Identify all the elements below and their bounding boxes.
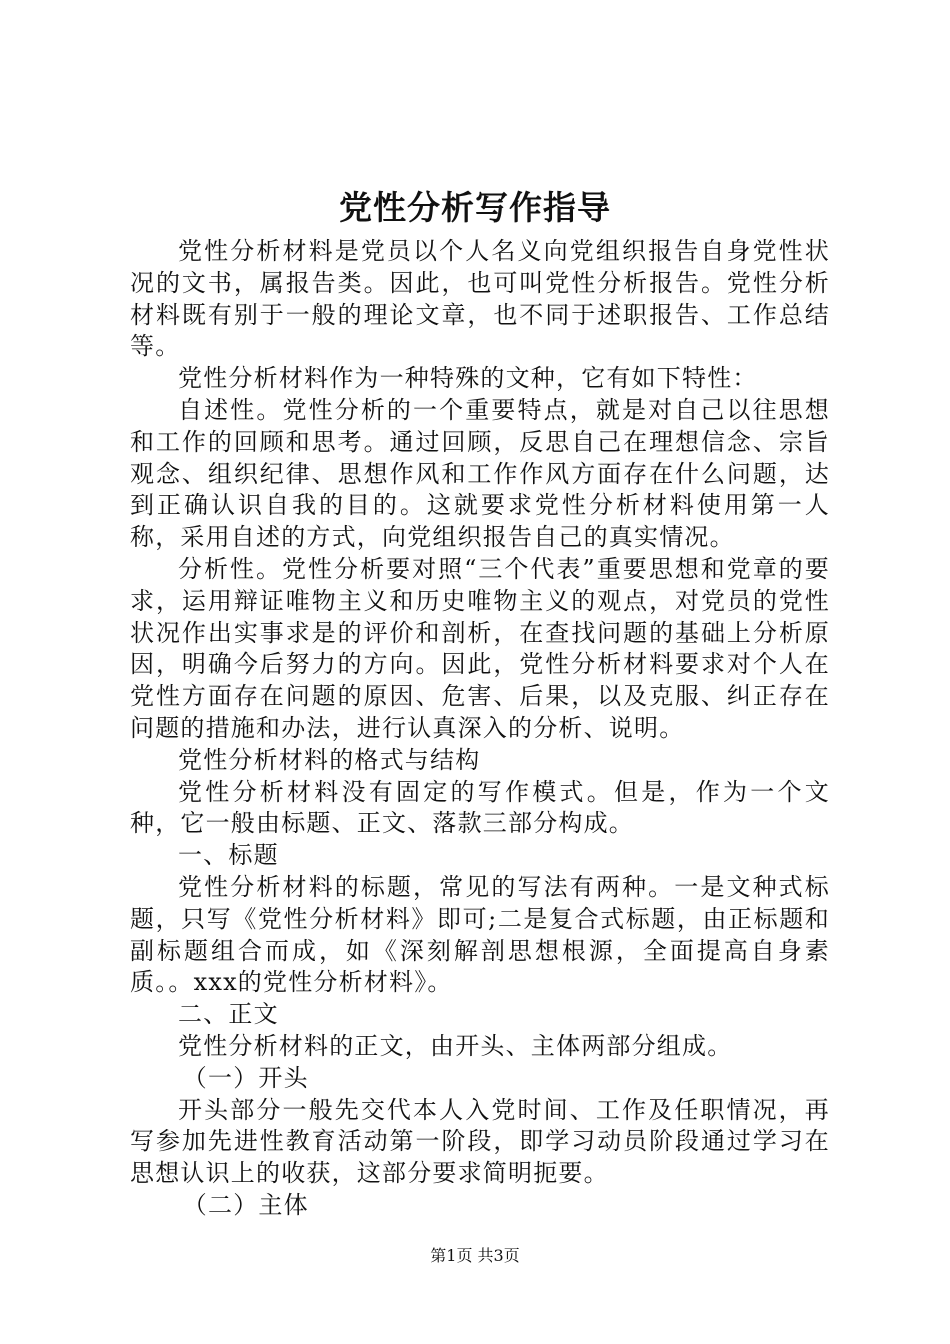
paragraph-body: 党性分析材料的正文，由开头、主体两部分组成。 (178, 1031, 733, 1060)
page-number-footer: 第1页 共3页 (430, 1246, 520, 1265)
paragraph-opening: 开头部分一般先交代本人入党时间、工作及任职情况，再写参加先进性教育活动第一阶段，即学习动员阶段通过学习在思想认识上的收获，这部分要求简明扼要。 (130, 1095, 830, 1188)
section-heading-body: 二、正文 (178, 1000, 279, 1029)
paragraph-analytical: 分析性。党性分析要对照“三个代表”重要思想和党章的要求，运用辩证唯物主义和历史唯物主义的观点，对党员的党性状况作出实事求是的评价和剖析，在查找问题的基础上分析原因，明确今后努力的方向。因此，党性分析材料要求对个人在党性方面存在问题的原因、危害、后果，以及克服、纠正存在问题的措施和办法，进行认真深入的分析、说明。 (130, 554, 830, 742)
section-heading-format: 党性分析材料的格式与结构 (178, 745, 481, 774)
paragraph-characteristics: 党性分析材料作为一种特殊的文种，它有如下特性： (178, 364, 758, 393)
document-title: 党性分析写作指导 (339, 188, 611, 227)
paragraph-self-narrative: 自述性。党性分析的一个重要特点，就是对自己以往思想和工作的回顾和思考。通过回顾，反思自己在理想信念、宗旨观念、组织纪律、思想作风和工作作风方面存在什么问题，达到正确认识自我的目的。这就要求党性分析材料使用第一人称，采用自述的方式，向党组织报告自己的真实情况。 (130, 395, 830, 552)
paragraph-title: 党性分析材料的标题，常见的写法有两种。一是文种式标题，只写《党性分析材料》即可;二是复合式标题，由正标题和副标题组合而成，如《深刻解剖思想根源，全面提高自身素质。。xxx的党性分析材料》。 (130, 872, 830, 997)
paragraph-format: 党性分析材料没有固定的写作模式。但是，作为一个文种，它一般由标题、正文、落款三部分构成。 (130, 777, 830, 838)
document-body (130, 236, 830, 1222)
section-heading-title: 一、标题 (178, 841, 279, 870)
subsection-heading-main: （二）主体 (182, 1190, 309, 1219)
paragraph-intro: 党性分析材料是党员以个人名义向党组织报告自身党性状况的文书，属报告类。因此，也可叫党性分析报告。党性分析材料既有别于一般的理论文章，也不同于述职报告、工作总结等。 (130, 237, 830, 361)
subsection-heading-opening: （一）开头 (182, 1063, 309, 1092)
